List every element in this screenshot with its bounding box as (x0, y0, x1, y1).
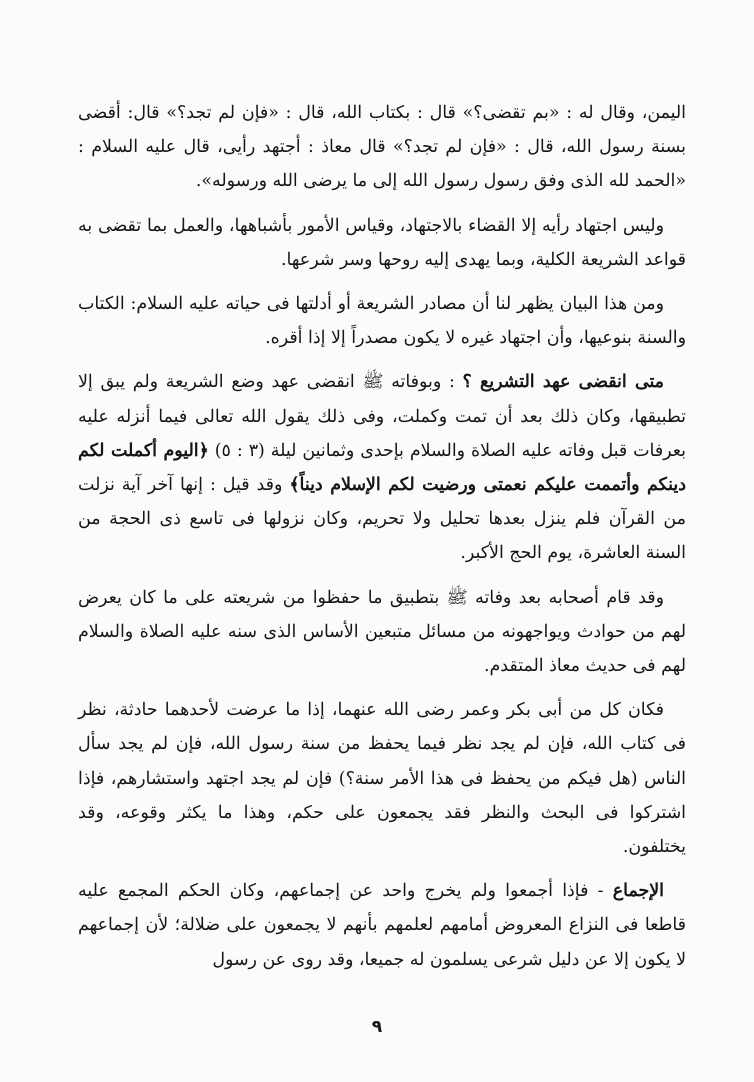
paragraph-text: اليمن، وقال له : «بم تقضى؟» قال : بكتاب الله، قال : «فإن لم تجد؟» قال: أقضى بسنة رسول الله، قال : «فإن لم تجد؟» قال معاذ : أجتهد رأيى، قال عليه السلام : «الحمد لله الذى وفق رسول رسول الله إلى ما يرضى الله ورسوله». (78, 103, 686, 192)
paragraph-end-of-legislation (78, 365, 686, 570)
paragraph-companions (78, 581, 686, 684)
paragraph-sources (78, 287, 686, 355)
paragraph-text: : وبوفاته ﷺ انقضى عهد وضع الشريعة ولم يبق إلا تطبيقها، وكان ذلك بعد أن تمت وكملت، وفى ذلك يقول الله تعالى فيما أنزله عليه بعرفات قبل وفاته عليه الصلاة والسلام بإحدى وثمانين ليلة (٣ : ٥) (78, 372, 686, 461)
quran-quote: ﴿اليوم أكملت لكم دينكم وأتممت عليكم نعمتى ورضيت لكم الإسلام ديناً﴾ (78, 440, 686, 496)
page-body (78, 96, 686, 987)
paragraph-text: ومن هذا البيان يظهر لنا أن مصادر الشريعة أو أدلتها فى حياته عليه السلام: الكتاب والسنة بنوعيها، وأن اجتهاد غيره لا يكون مصدراً إلا إذا أقره. (78, 294, 686, 349)
paragraph-abu-bakr-umar (78, 693, 686, 864)
paragraph-text: وقد قيل : إنها آخر آية نزلت من القرآن فلم ينزل بعدها تحليل ولا تحريم، وكان نزولها فى تاسع ذى الحجة من السنة العاشرة، يوم الحج الأكبر. (78, 475, 686, 564)
paragraph-text: - فإذا أجمعوا ولم يخرج واحد عن إجماعهم، وكان الحكم المجمع عليه قاطعا فى النزاع المعروض أمامهم لعلمهم بأنهم لا يجمعون على ضلالة؛ لأن إجماعهم لا يكون إلا عن دليل شرعى يسلمون له جميعا، وقد روى عن رسول (78, 881, 686, 970)
section-heading: متى انقضى عهد التشريع ؟ (462, 372, 665, 393)
page-number: ٩ (371, 1017, 383, 1037)
paragraph-text: فكان كل من أبى بكر وعمر رضى الله عنهما، إذا ما عرضت لأحدهما حادثة، نظر فى كتاب الله، فإن لم يجد نظر فيما يحفظ من سنة رسول الله، فإن لم يجد سأل الناس (هل فيكم من يحفظ فى هذا الأمر سنة؟) فإن لم يجد اجتهد واستشارهم، فإذا اشتركوا فى البحث والنظر فقد يجمعون على حكم، وهذا ما يكثر وقوعه، وقد يختلفون. (78, 700, 686, 858)
paragraph-ijma (78, 874, 686, 977)
section-heading: الإجماع (612, 881, 664, 902)
paragraph-text: وقد قام أصحابه بعد وفاته ﷺ بتطبيق ما حفظوا من شريعته على ما كان يعرض لهم من حوادث ويواجهونه من مسائل متبعين الأساس الذى سنه عليه الصلاة والسلام لهم فى حديث معاذ المتقدم. (78, 587, 686, 677)
paragraph-text: وليس اجتهاد رأيه إلا القضاء بالاجتهاد، وقياس الأمور بأشباهها، والعمل بما تقضى به قواعد الشريعة الكلية، وبما يهدى إليه روحها وسر شرعها. (78, 215, 686, 270)
paragraph-ijtihad (78, 209, 686, 277)
paragraph-hadith-muadh (78, 96, 686, 199)
